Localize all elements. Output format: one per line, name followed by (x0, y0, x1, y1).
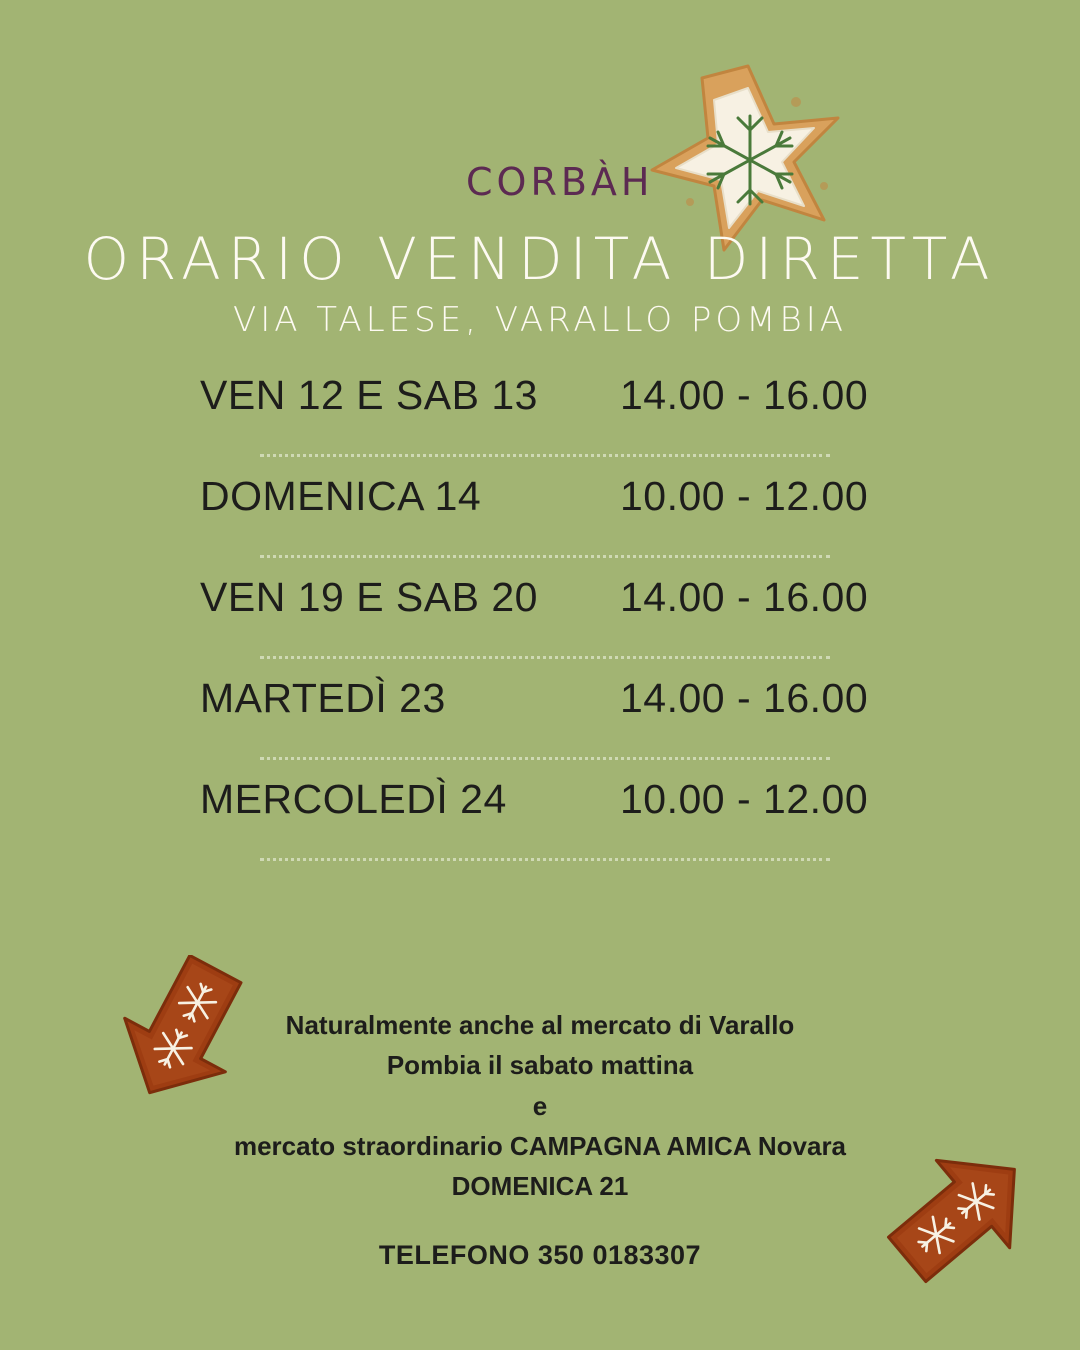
schedule-time: 10.00 - 12.00 (620, 473, 869, 519)
schedule-day: VEN 12 E SAB 13 (200, 372, 538, 418)
schedule-time: 14.00 - 16.00 (620, 675, 869, 721)
schedule-time: 10.00 - 12.00 (620, 776, 869, 822)
gingerbread-arrow-cookie-icon (880, 1140, 1040, 1290)
phone-number: TELEFONO 350 0183307 (378, 1240, 702, 1270)
brand-header (0, 40, 1080, 240)
schedule-time: 14.00 - 16.00 (620, 574, 869, 620)
schedule-row (200, 574, 890, 646)
divider (260, 858, 830, 861)
footer-line: DOMENICA 21 (451, 1171, 629, 1202)
divider (260, 757, 830, 760)
schedule-time: 14.00 - 16.00 (620, 372, 869, 418)
page-subtitle: VIA TALESE, VARALLO POMBIA (232, 299, 848, 340)
footer-line: mercato straordinario CAMPAGNA AMICA Novara (233, 1130, 847, 1161)
schedule-row (200, 372, 890, 444)
divider (260, 555, 830, 558)
schedule-row (200, 776, 890, 848)
footer-line: Naturalmente anche al mercato di Varallo (285, 1010, 795, 1040)
schedule-day: MARTEDÌ 23 (200, 675, 446, 721)
divider (260, 656, 830, 659)
schedule-row (200, 675, 890, 747)
footer-line: Pombia il sabato mattina (386, 1050, 694, 1081)
schedule-row (200, 473, 890, 545)
schedule-day: DOMENICA 14 (200, 473, 482, 519)
brand-name: CORBÀH (466, 160, 654, 204)
divider (260, 454, 830, 457)
schedule-list (200, 372, 890, 877)
title-block (0, 225, 1080, 340)
footer-line: e (532, 1090, 548, 1121)
page-title: ORARIO VENDITA DIRETTA (83, 225, 997, 293)
schedule-day: VEN 19 E SAB 20 (200, 574, 538, 620)
schedule-day: MERCOLEDÌ 24 (200, 776, 507, 822)
